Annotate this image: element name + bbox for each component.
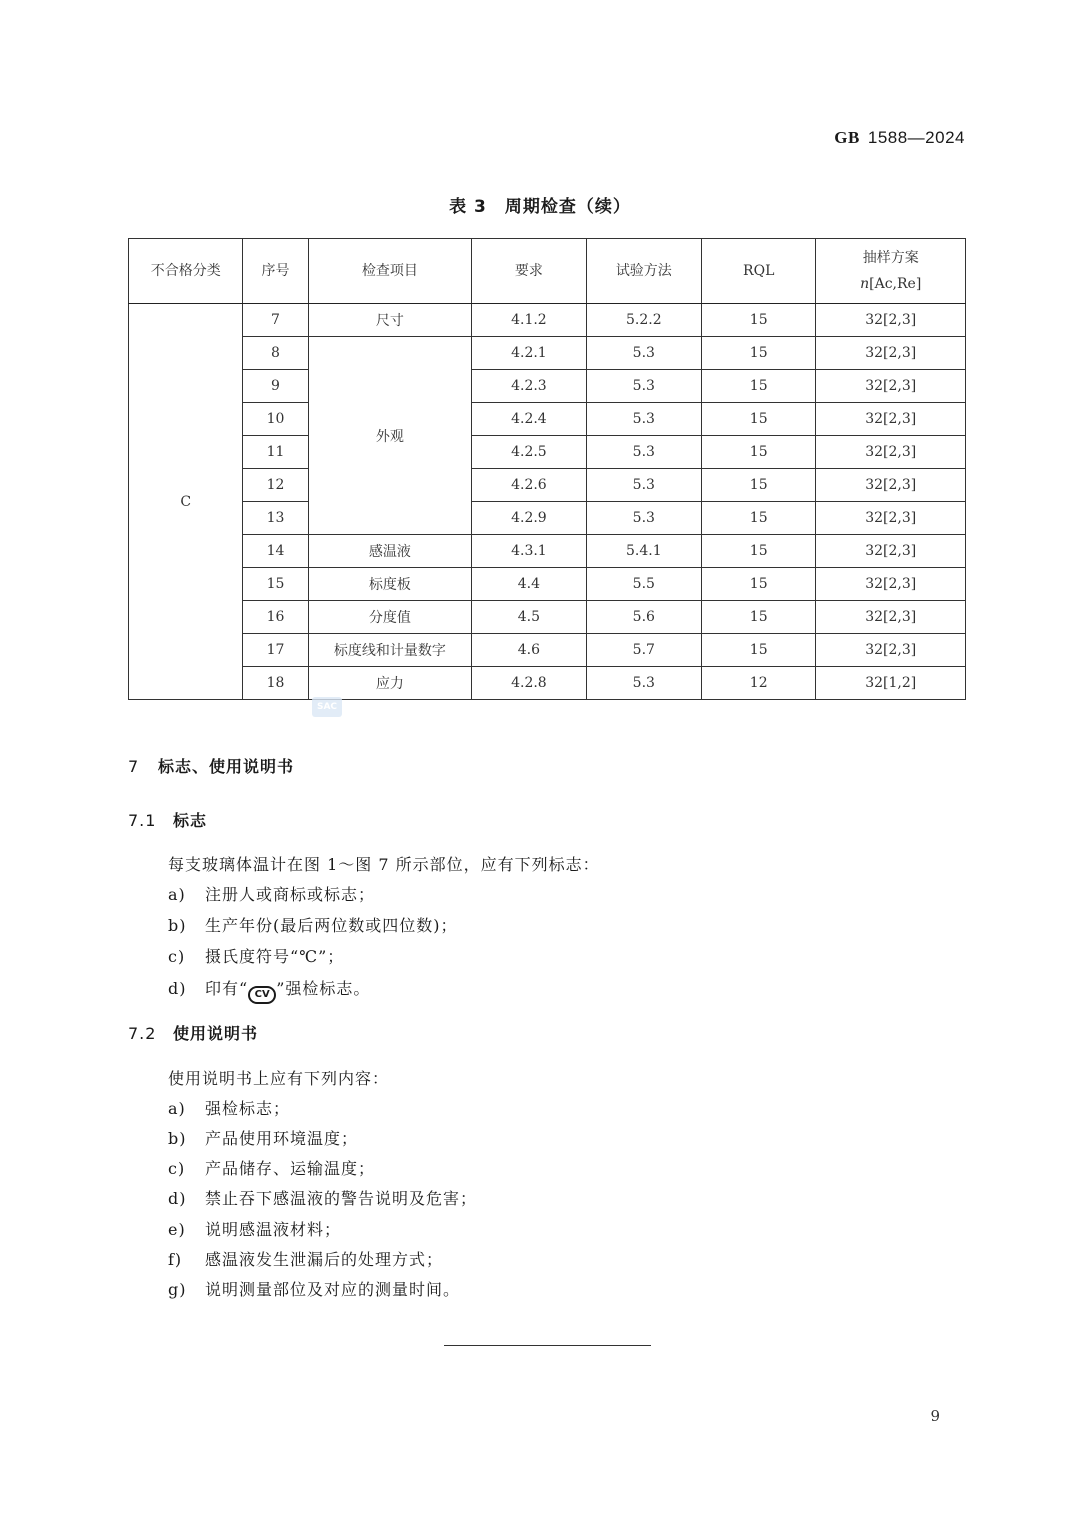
cell-requirement: 4.1.2 (472, 304, 586, 337)
list-item-label: c) (168, 947, 186, 966)
table-row (129, 337, 966, 370)
header-test-method: 试验方法 (586, 239, 701, 304)
list-item-label: a) (168, 885, 186, 904)
cell-sampling-plan: 32[2,3] (816, 535, 966, 568)
cell-rql: 15 (702, 502, 816, 535)
list-item-text: 说明测量部位及对应的测量时间。 (205, 1280, 461, 1299)
cell-rql: 15 (702, 337, 816, 370)
cell-classification: C (129, 304, 243, 700)
header-rql: RQL (702, 239, 816, 304)
list-item-text-after: ”强检标志。 (276, 979, 371, 998)
cell-rql: 15 (702, 436, 816, 469)
list-item-text-before: 印有“ (205, 979, 249, 998)
standard-number: 1588—2024 (867, 128, 965, 147)
cell-requirement: 4.2.3 (472, 370, 586, 403)
cell-item: 尺寸 (308, 304, 472, 337)
cell-item: 感温液 (308, 535, 472, 568)
list-item (168, 1186, 477, 1209)
list-item-text: 产品储存、运输温度； (205, 1159, 376, 1178)
cell-sampling-plan: 32[2,3] (816, 634, 966, 667)
cell-sampling-plan: 32[2,3] (816, 403, 966, 436)
page-number: 9 (930, 1407, 940, 1425)
list-item-label: d) (168, 1189, 187, 1208)
list-item (168, 1096, 290, 1119)
section-7-2-number: 7.2 (128, 1024, 157, 1043)
list-item (168, 1126, 358, 1149)
list-item-label: d) (168, 979, 187, 998)
list-item (168, 882, 375, 905)
cell-test-method: 5.4.1 (586, 535, 701, 568)
list-item-label: b) (168, 916, 187, 935)
cell-item: 标度板 (308, 568, 472, 601)
cell-requirement: 4.6 (472, 634, 586, 667)
list-item-text: 禁止吞下感温液的警告说明及危害； (205, 1189, 478, 1208)
cell-seq: 11 (243, 436, 308, 469)
cell-seq: 13 (243, 502, 308, 535)
table-row (129, 502, 966, 535)
list-item-label: g) (168, 1280, 187, 1299)
cell-test-method: 5.3 (586, 370, 701, 403)
list-item-text: 注册人或商标或标志； (205, 885, 376, 904)
cell-rql: 15 (702, 535, 816, 568)
section-7-heading (128, 754, 294, 777)
list-item (168, 1277, 460, 1300)
standard-code (834, 128, 965, 148)
cell-seq: 17 (243, 634, 308, 667)
periodic-inspection-table (128, 238, 966, 700)
cv-mark-icon: CV (248, 986, 276, 1004)
table-title: 表 3 周期检查（续） (449, 197, 631, 217)
cell-sampling-plan: 32[2,3] (816, 304, 966, 337)
cell-rql: 15 (702, 601, 816, 634)
header-seq: 序号 (243, 239, 308, 304)
list-item-label: a) (168, 1099, 186, 1118)
cell-test-method: 5.3 (586, 403, 701, 436)
cell-sampling-plan: 32[2,3] (816, 436, 966, 469)
header-requirement: 要求 (472, 239, 586, 304)
table-row (129, 667, 966, 700)
cell-test-method: 5.3 (586, 337, 701, 370)
cell-rql: 15 (702, 370, 816, 403)
cell-sampling-plan: 32[2,3] (816, 568, 966, 601)
header-item: 检查项目 (308, 239, 472, 304)
list-item-label: e) (168, 1220, 186, 1239)
cell-requirement: 4.2.5 (472, 436, 586, 469)
cell-seq: 14 (243, 535, 308, 568)
section-7-1-number: 7.1 (128, 811, 157, 830)
cell-rql: 15 (702, 568, 816, 601)
cell-test-method: 5.3 (586, 667, 701, 700)
cell-test-method: 5.6 (586, 601, 701, 634)
cell-requirement: 4.4 (472, 568, 586, 601)
list-item-label: f) (168, 1250, 183, 1269)
cell-item: 分度值 (308, 601, 472, 634)
section-7-2-heading (128, 1021, 258, 1044)
table-header-row (129, 239, 966, 304)
table-row (129, 535, 966, 568)
sac-watermark: SAC (312, 697, 342, 717)
header-plan-line1: 抽样方案 (862, 250, 919, 266)
list-item-label: b) (168, 1129, 187, 1148)
cell-test-method: 5.2.2 (586, 304, 701, 337)
cell-test-method: 5.5 (586, 568, 701, 601)
cell-rql: 15 (702, 469, 816, 502)
cell-rql: 15 (702, 634, 816, 667)
list-item-text: 感温液发生泄漏后的处理方式； (205, 1250, 444, 1269)
table-body (129, 304, 966, 700)
cell-rql: 12 (702, 667, 816, 700)
cell-sampling-plan: 32[1,2] (816, 667, 966, 700)
cell-seq: 10 (243, 403, 308, 436)
header-classification: 不合格分类 (129, 239, 243, 304)
table-row (129, 370, 966, 403)
end-of-standard-rule (444, 1345, 651, 1346)
table-row (129, 568, 966, 601)
cell-sampling-plan: 32[2,3] (816, 337, 966, 370)
list-item (168, 944, 344, 967)
cell-seq: 7 (243, 304, 308, 337)
section-7-number: 7 (128, 757, 140, 776)
section-7-2-intro: 使用说明书上应有下列内容： (168, 1069, 390, 1088)
header-sampling-plan (816, 239, 966, 304)
table-row (129, 403, 966, 436)
section-7-title: 标志、使用说明书 (158, 757, 295, 776)
section-7-1-heading (128, 808, 207, 831)
cell-item: 应力 (308, 667, 472, 700)
table-row (129, 601, 966, 634)
cell-test-method: 5.7 (586, 634, 701, 667)
list-item-text: 说明感温液材料； (205, 1220, 342, 1239)
list-item (168, 1217, 341, 1240)
list-item-text: 产品使用环境温度； (205, 1129, 359, 1148)
cell-sampling-plan: 32[2,3] (816, 469, 966, 502)
list-item-text: 生产年份(最后两位数或四位数)； (205, 916, 458, 935)
cell-rql: 15 (702, 304, 816, 337)
cell-test-method: 5.3 (586, 502, 701, 535)
cell-seq: 9 (243, 370, 308, 403)
cell-seq: 12 (243, 469, 308, 502)
cell-seq: 15 (243, 568, 308, 601)
cell-requirement: 4.2.1 (472, 337, 586, 370)
cell-test-method: 5.3 (586, 469, 701, 502)
cell-requirement: 4.2.8 (472, 667, 586, 700)
cell-requirement: 4.5 (472, 601, 586, 634)
cell-item: 标度线和计量数字 (308, 634, 472, 667)
cell-requirement: 4.2.6 (472, 469, 586, 502)
table-row (129, 469, 966, 502)
cell-test-method: 5.3 (586, 436, 701, 469)
list-item-text: 摄氏度符号“℃”； (205, 947, 345, 966)
cell-item: 外观 (308, 337, 472, 535)
list-item (168, 1247, 443, 1270)
list-item (168, 1156, 375, 1179)
standard-prefix: GB (834, 128, 860, 147)
cell-rql: 15 (702, 403, 816, 436)
cell-seq: 16 (243, 601, 308, 634)
header-plan-ac-re: [Ac,Re] (869, 276, 922, 292)
cell-requirement: 4.2.4 (472, 403, 586, 436)
list-item (168, 976, 370, 1004)
header-plan-n: n (860, 276, 870, 292)
section-7-1-intro: 每支玻璃体温计在图 1～图 7 所示部位，应有下列标志： (168, 855, 600, 874)
cell-sampling-plan: 32[2,3] (816, 370, 966, 403)
table-row (129, 436, 966, 469)
table-row (129, 634, 966, 667)
cell-sampling-plan: 32[2,3] (816, 502, 966, 535)
section-7-2-title: 使用说明书 (173, 1024, 259, 1043)
cell-sampling-plan: 32[2,3] (816, 601, 966, 634)
cell-requirement: 4.2.9 (472, 502, 586, 535)
cell-requirement: 4.3.1 (472, 535, 586, 568)
cell-seq: 8 (243, 337, 308, 370)
list-item (168, 913, 458, 936)
cell-seq: 18 (243, 667, 308, 700)
header-plan-line2 (816, 271, 965, 297)
section-7-1-title: 标志 (173, 811, 208, 830)
table-row (129, 304, 966, 337)
list-item-label: c) (168, 1159, 186, 1178)
list-item-text: 强检标志； (205, 1099, 291, 1118)
